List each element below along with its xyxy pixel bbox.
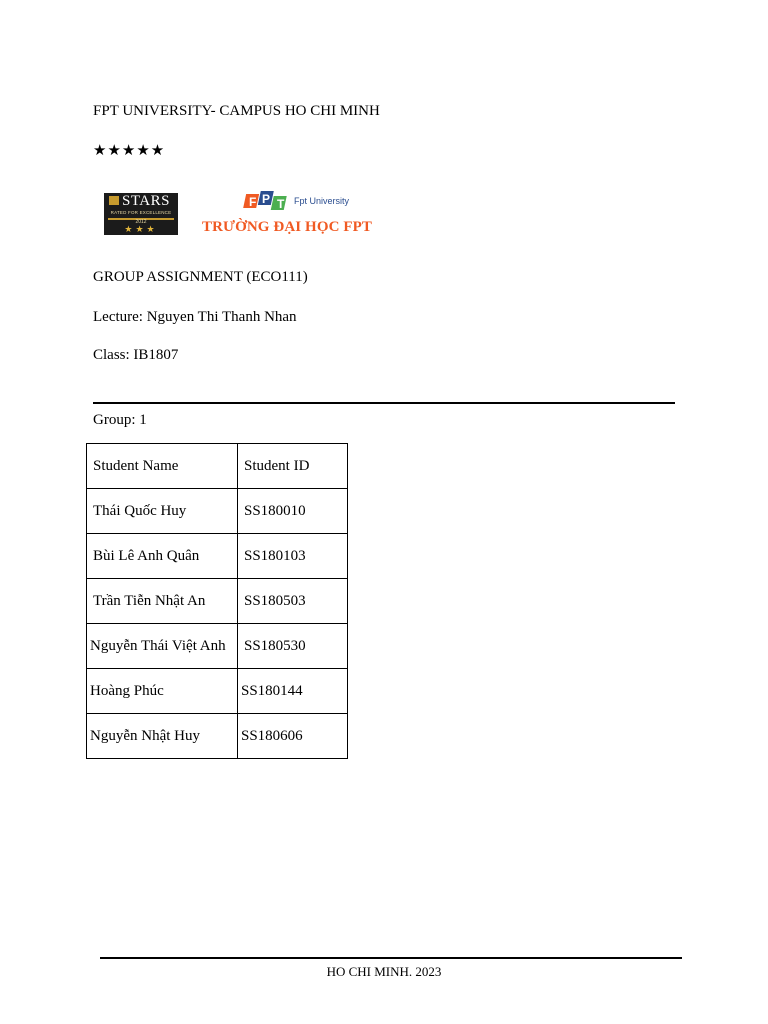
students-table <box>86 443 348 759</box>
university-name: FPT UNIVERSITY- CAMPUS HO CHI MINH <box>93 103 380 119</box>
student-name: Nguyễn Thái Việt Anh <box>90 637 226 654</box>
group-line: Group: 1 <box>93 412 147 428</box>
student-id: SS180010 <box>244 502 306 519</box>
class-line: Class: IB1807 <box>93 347 179 363</box>
lecturer-line: Lecture: Nguyen Thi Thanh Nhan <box>93 309 297 325</box>
student-name: Hoàng Phúc <box>90 682 164 699</box>
student-name: Bùi Lê Anh Quân <box>93 547 200 564</box>
top-divider <box>93 402 675 404</box>
fpt-logo-name: TRƯỜNG ĐẠI HỌC FPT <box>202 219 372 235</box>
fpt-university-logo <box>200 188 390 238</box>
stars-rating-logo <box>104 193 178 235</box>
rating-stars: ★★★★★ <box>93 143 166 159</box>
fpt-letter-t: T <box>277 197 285 211</box>
stars-logo-word: STARS <box>122 193 170 209</box>
table-row <box>87 579 348 624</box>
student-id: SS180144 <box>241 682 303 699</box>
student-name: Thái Quốc Huy <box>93 502 187 519</box>
header-student-name: Student Name <box>93 457 179 474</box>
stars-logo-year: 2012 <box>135 219 147 225</box>
table-row <box>87 534 348 579</box>
student-id: SS180103 <box>244 547 306 564</box>
student-id: SS180503 <box>244 592 306 609</box>
fpt-letter-f: F <box>249 195 257 209</box>
table-row <box>87 714 348 759</box>
student-id: SS180606 <box>241 727 303 744</box>
table-row <box>87 489 348 534</box>
student-name: Trần Tiễn Nhật An <box>93 592 206 609</box>
stars-logo-tagline: RATED FOR EXCELLENCE <box>110 210 172 215</box>
table-row <box>87 669 348 714</box>
footer-location-year: HO CHI MINH. 2023 <box>326 964 442 979</box>
student-id: SS180530 <box>244 637 306 654</box>
header-student-id: Student ID <box>244 457 310 474</box>
student-name: Nguyễn Nhật Huy <box>90 727 200 744</box>
stars-mini-emblem-icon <box>109 196 119 205</box>
stars-logo-stars: ★★★ <box>124 224 158 234</box>
bottom-divider <box>100 957 682 959</box>
assignment-title: GROUP ASSIGNMENT (ECO111) <box>93 269 308 285</box>
fpt-logo-subtitle: Fpt University <box>294 196 350 206</box>
table-row <box>87 624 348 669</box>
table-header-row <box>87 444 348 489</box>
fpt-letter-p: P <box>262 192 271 206</box>
fpt-tiles-icon <box>243 190 289 212</box>
